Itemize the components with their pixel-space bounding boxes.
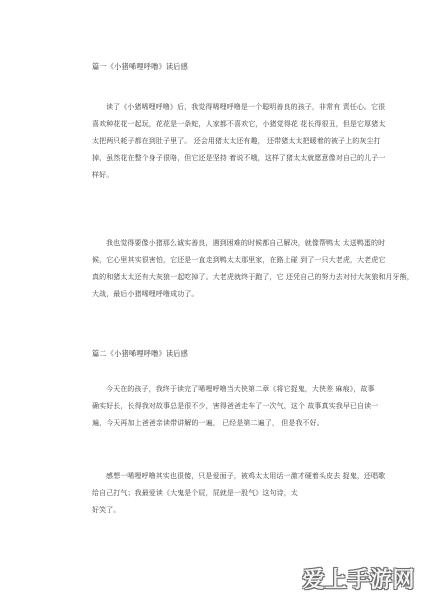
text-line: 今天在的孩子，我终于读完了唏哩呼噜当大侠第二章《将它捉鬼，大侠差 麻痕》，故事 <box>106 385 375 393</box>
text-line: 真的和猪太太还有大灰狼一起吃掉了。大老虎就终于跑了，它 还凭自己的努力去对付大灰狼和月牙熊， <box>92 273 414 281</box>
text-line: 给自己打气；我最爱读《大鬼是个屁，屁就是一股气》这句诗，太 <box>92 489 298 497</box>
section1-paragraph2 <box>92 235 414 303</box>
section1-paragraph1 <box>92 99 386 184</box>
text-line: 读了《小猪唏哩呼噜》后，我觉得唏哩呼噜是一个聪明善良的孩子，非常有 责任心。它很 <box>106 103 386 111</box>
section2-paragraph1 <box>92 381 379 432</box>
text-line: 遍，今天再加上爸爸亲读带讲解的一遍， 已经是第二遍了， 但是我不好。 <box>92 419 324 427</box>
text-line: 候，它心里其实很害怕，它还是一直走到鸭太太那里家，在路上碰 到了一只大老虎，大老虎它 <box>92 256 386 264</box>
text-line: 大战，最后小猪唏哩呼噜成功了。 <box>92 290 199 298</box>
text-line: 喜欢种花花一起玩，花花是一条蛇，人家都不喜欢它，小猪觉得花 花长得很丑，但是它厚猪太 <box>92 120 386 128</box>
text-line: 掉，虽然花在整个身子很咯，但它还是坚持 着说不哦，这样了猪太太就愿意像对自己的儿子一 <box>92 154 386 162</box>
section2-heading: 篇二《小猪唏哩呼噜》读后感 <box>92 349 189 358</box>
text-line: 太把两只耗子都在到肚子里了。 还会用猪太太还有趣， 还带猪太太把暖着的被子上的灰尘打 <box>92 137 381 145</box>
text-line: 我也觉得要像小猪那么诚实善良，遇到困难的时候都自己解决，就像帮鸭太 太送鸭蛋的时 <box>106 239 386 247</box>
text-line: 感想一唏哩呼噜其实也很傻，只是爱面子，被鸡太太用话一激才硬着头皮去 捉鬼，还唱歌 <box>106 472 386 480</box>
section2-paragraph2 <box>92 468 386 519</box>
text-line: 好笑了。 <box>92 506 121 514</box>
text-line: 样好。 <box>92 171 114 179</box>
text-line: 确实好长，长得我对故事总是很不少，害得爸爸走车了一次气，这个 故事真实我早已自读一 <box>92 402 379 410</box>
section1-heading: 篇一《小猪唏哩呼噜》读后感 <box>92 62 189 71</box>
site-watermark: 爱上手游网 <box>302 568 415 593</box>
